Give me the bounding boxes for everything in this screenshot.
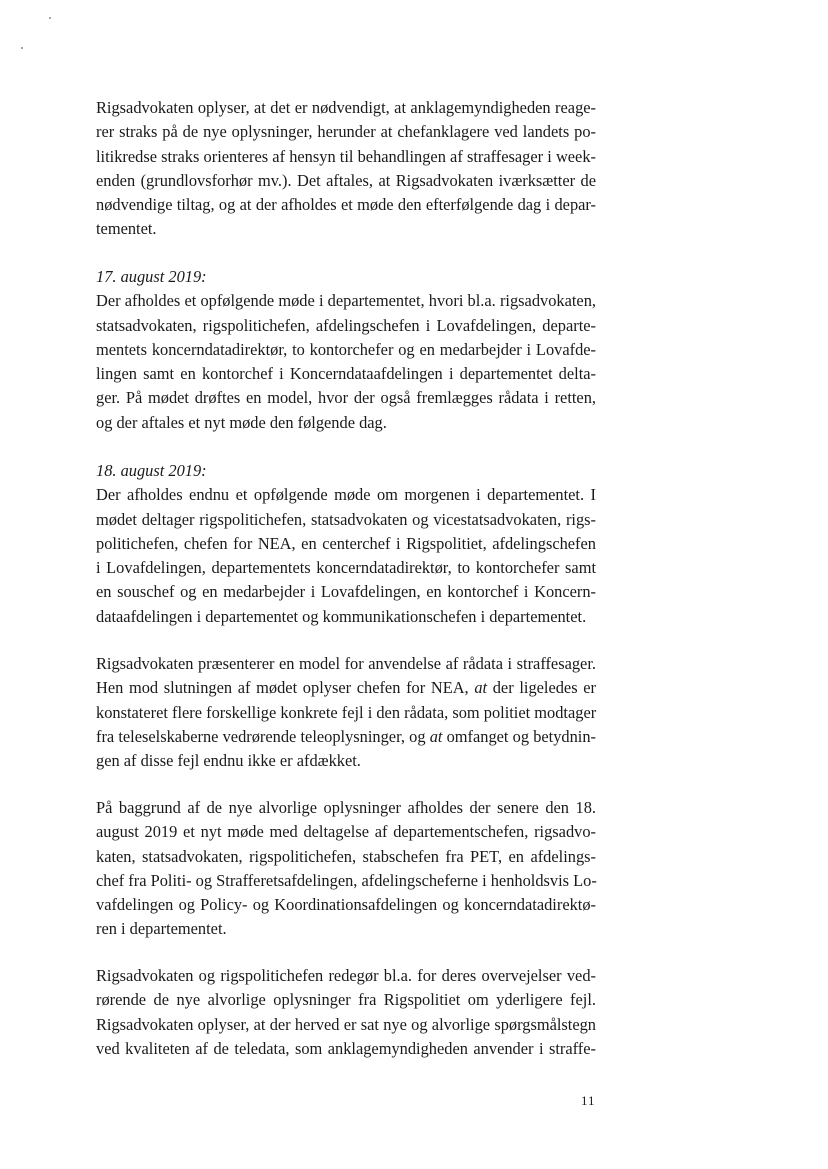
text-segment: Hen mod slutningen af mødet oplyser chefen for NEA, <box>96 678 475 698</box>
text-segment: der ligeledes er <box>487 678 596 698</box>
body-text <box>96 96 596 1056</box>
section-18-august <box>96 459 596 629</box>
text-line: Rigsadvokaten oplyser, at det er nødvendigt, at anklagemyndigheden reage- <box>96 98 596 117</box>
emphasis: at <box>429 726 443 746</box>
text-line: tementet. <box>96 219 157 239</box>
text-line: mentets koncerndatadirektør, to kontorchefer og en medarbejder i Lovafde- <box>96 339 596 359</box>
text-line: ger. På mødet drøftes en model, hvor der også fremlægges rådata i retten, <box>96 388 596 408</box>
paragraph-6 <box>96 964 596 1061</box>
paragraph-4 <box>96 652 596 773</box>
text-line: katen, statsadvokaten, rigspolitichefen, stabschefen fra PET, en afdelings- <box>96 846 596 866</box>
text-line: rer straks på de nye oplysninger, herunder at chefanklagere ved landets po- <box>96 122 596 142</box>
text-line: august 2019 et nyt møde med deltagelse af departementschefen, rigsadvo- <box>96 822 596 842</box>
text-line: nødvendige tiltag, og at der afholdes et møde den efterfølgende dag i depar- <box>96 195 596 215</box>
text-line: litikredse straks orienteres af hensyn til behandlingen af straffesager i week- <box>96 146 596 166</box>
text-line: ved kvaliteten af de teledata, som anklagemyndigheden anvender i straffe- <box>96 1038 596 1058</box>
date-heading: 17. august 2019: <box>96 267 207 286</box>
text-line: mødet deltager rigspolitichefen, statsadvokaten og vicestatsadvokaten, rigs- <box>96 509 596 529</box>
text-line <box>96 676 596 700</box>
date-heading: 18. august 2019: <box>96 461 207 480</box>
text-line <box>96 725 596 749</box>
scan-speck <box>21 47 23 49</box>
text-line: På baggrund af de nye alvorlige oplysninger afholdes der senere den 18. <box>96 798 596 817</box>
text-line: chef fra Politi- og Strafferetsafdelingen, afdelingscheferne i henholdsvis Lo- <box>96 870 597 890</box>
text-segment: fra teleselskaberne vedrørende teleoplysninger, og <box>96 726 430 746</box>
text-line: lingen samt en kontorchef i Koncerndataafdelingen i departementet delta- <box>96 364 596 384</box>
text-line: og der aftales et nyt møde den følgende dag. <box>96 412 387 432</box>
text-line: konstateret flere forskellige konkrete fejl i den rådata, som politiet modtager <box>96 702 597 722</box>
text-line: Der afholdes endnu et opfølgende møde om morgenen i departementet. I <box>96 485 596 505</box>
text-line: gen af disse fejl endnu ikke er afdækket. <box>96 751 361 771</box>
text-line: Rigsadvokaten oplyser, at der herved er sat nye og alvorlige spørgsmålstegn <box>96 1014 596 1034</box>
paragraph-5 <box>96 796 596 942</box>
page-number: 11 <box>581 1093 596 1108</box>
text-line: en souschef og en medarbejder i Lovafdelingen, en kontorchef i Koncern- <box>96 582 596 602</box>
text-line: Rigsadvokaten og rigspolitichefen redegør bl.a. for deres overvejelser ved- <box>96 966 596 985</box>
text-line: vafdelingen og Policy- og Koordinationsafdelingen og koncerndatadirektø- <box>96 895 596 915</box>
text-line: Der afholdes et opfølgende møde i departementet, hvori bl.a. rigsadvokaten, <box>96 291 596 311</box>
text-line: statsadvokaten, rigspolitichefen, afdelingschefen i Lovafdelingen, departe- <box>96 315 596 335</box>
text-line: i Lovafdelingen, departementets koncerndatadirektør, to kontorchefer samt <box>96 558 596 578</box>
text-line: rørende de nye alvorlige oplysninger fra Rigspolitiet om yderligere fejl. <box>96 990 596 1010</box>
text-line: Rigsadvokaten præsenterer en model for anvendelse af rådata i straffesager. <box>96 654 596 673</box>
text-line: enden (grundlovsforhør mv.). Det aftales, at Rigsadvokaten iværksætter de <box>96 170 596 190</box>
paragraph-1 <box>96 96 596 242</box>
section-17-august <box>96 265 596 435</box>
emphasis: at <box>474 678 488 698</box>
text-line: dataafdelingen i departementet og kommunikationschefen i departementet. <box>96 606 587 626</box>
text-segment: omfanget og betydnin- <box>442 726 597 746</box>
text-line: ren i departementet. <box>96 919 227 939</box>
text-line: politichefen, chefen for NEA, en centerchef i Rigspolitiet, afdelingschefen <box>96 533 596 553</box>
scan-speck <box>49 17 51 19</box>
